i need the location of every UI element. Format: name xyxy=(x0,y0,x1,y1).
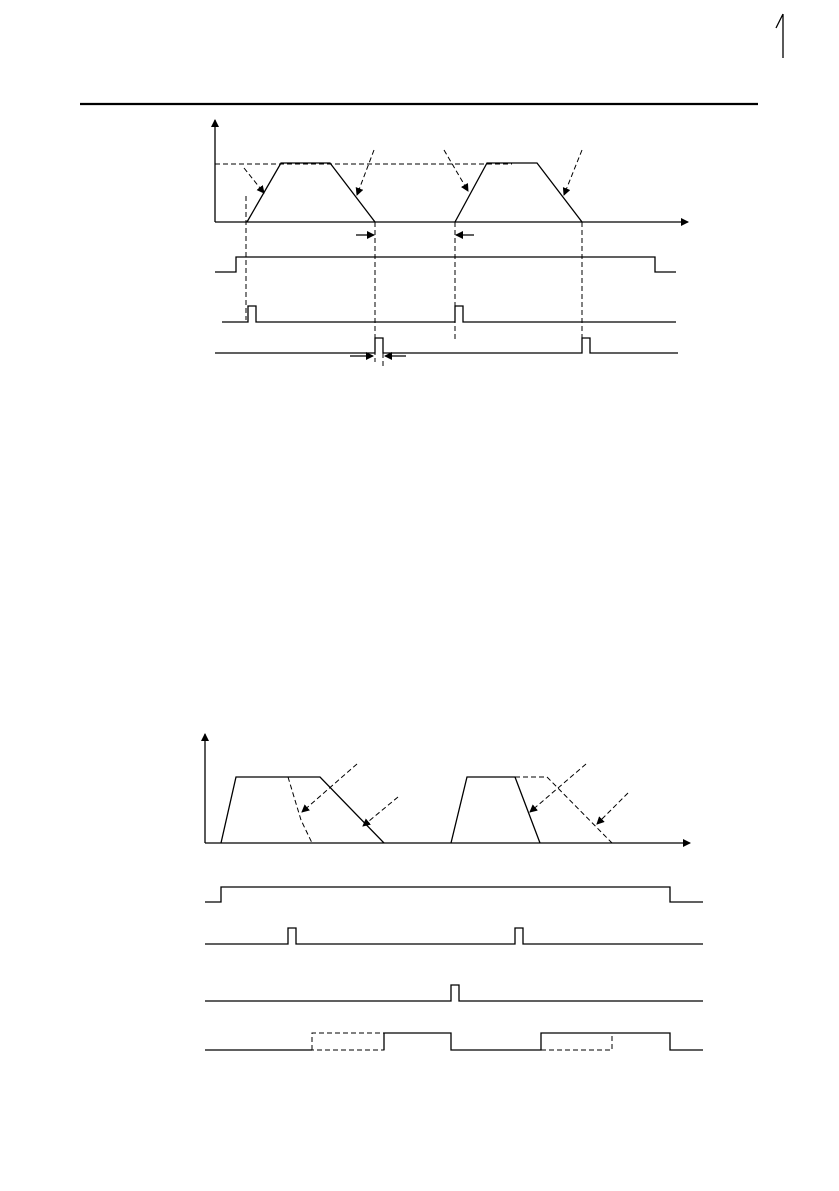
bottom-decel-arrow-d xyxy=(597,793,628,824)
bottom-alt-decel-1 xyxy=(288,777,312,843)
page-corner-mark xyxy=(776,14,783,58)
bottom-decel-arrow-a xyxy=(302,764,357,812)
bottom-alt-decel-2 xyxy=(515,777,612,843)
bottom-pulse-train-1 xyxy=(205,928,703,944)
bottom-frequency-profile-1 xyxy=(221,777,384,843)
top-frequency-profile-1 xyxy=(247,163,375,222)
bottom-output-level xyxy=(205,1033,703,1050)
bottom-frequency-profile-2 xyxy=(451,777,540,843)
timing-diagram-bottom xyxy=(205,734,703,1050)
bottom-output-alt-1 xyxy=(312,1033,384,1050)
top-accel-arrow-2 xyxy=(444,150,468,191)
bottom-decel-arrow-c xyxy=(530,764,586,812)
top-accel-arrow-1 xyxy=(244,168,264,193)
top-start-pulse xyxy=(222,306,676,322)
bottom-pulse-train-2 xyxy=(205,985,703,1001)
top-end-pulse xyxy=(215,338,678,353)
timing-diagram-top xyxy=(215,120,688,368)
top-run-signal xyxy=(215,257,676,272)
bottom-output-alt-2 xyxy=(541,1033,612,1050)
bottom-run-signal xyxy=(205,887,703,902)
top-decel-arrow-2 xyxy=(564,150,582,195)
bottom-decel-arrow-b xyxy=(363,797,398,826)
top-frequency-profile-2 xyxy=(455,163,582,222)
top-decel-arrow-1 xyxy=(357,150,374,195)
